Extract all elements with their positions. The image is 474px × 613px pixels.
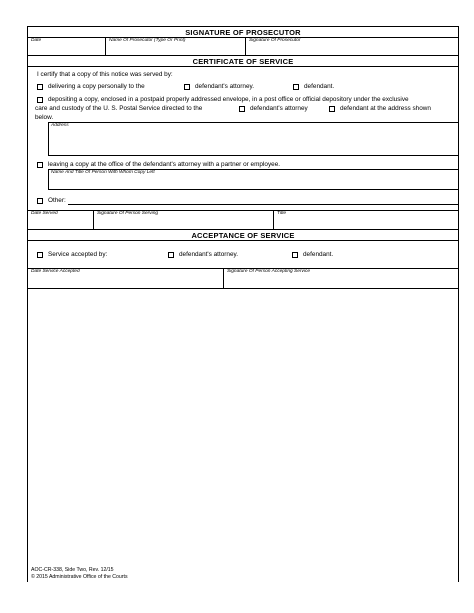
date-label: Date <box>31 38 42 43</box>
defendant-text: defendant. <box>304 83 335 90</box>
prosecutor-name-label: Name Of Prosecutor (Type Or Print) <box>109 38 186 43</box>
divider <box>273 210 274 229</box>
dep-defendant-text: defendant at the address shown <box>340 105 431 112</box>
form-page <box>27 26 459 582</box>
divider <box>28 66 458 67</box>
depositing-line2: care and custody of the U. S. Postal Service directed to the <box>35 105 203 112</box>
divider <box>93 210 94 229</box>
below-text: below. <box>35 114 54 121</box>
address-label: Address <box>51 123 69 128</box>
depositing-line1: depositing a copy, enclosed in a postpaid properly addressed envelope, in a post office or official depository under the exclusive <box>48 96 409 103</box>
copyright: © 2015 Administrative Office of the Courts <box>31 574 128 580</box>
accepting-signature-label: Signature Of Person Accepting Service <box>227 269 311 274</box>
form-number: AOC-CR-338, Side Two, Rev. 12/15 <box>31 567 114 573</box>
address-field[interactable] <box>48 122 458 156</box>
person-label: Name And Title Of Person With Whom Copy Left <box>51 170 155 175</box>
acc-defendant-text: defendant. <box>303 251 334 258</box>
section-rule <box>28 229 458 230</box>
defendant-checkbox[interactable] <box>293 84 299 90</box>
certify-intro: I certify that a copy of this notice was served by: <box>37 71 173 78</box>
divider <box>105 37 106 55</box>
divider <box>28 37 458 38</box>
attorney-text: defendant's attorney. <box>195 83 255 90</box>
sig-serving-label: Signature Of Person Serving <box>97 211 159 216</box>
dep-attorney-checkbox[interactable] <box>239 106 245 112</box>
other-line[interactable] <box>68 204 458 205</box>
attorney-checkbox[interactable] <box>184 84 190 90</box>
divider <box>223 268 224 288</box>
divider <box>245 37 246 55</box>
leaving-checkbox[interactable] <box>37 162 43 168</box>
divider <box>28 240 458 241</box>
date-accepted-label: Date Service Accepted <box>31 269 80 274</box>
dep-defendant-checkbox[interactable] <box>329 106 335 112</box>
leaving-text: leaving a copy at the office of the defendant's attorney with a partner or employee. <box>48 161 281 168</box>
dep-attorney-text: defendant's attorney <box>250 105 308 112</box>
acc-defendant-checkbox[interactable] <box>292 252 298 258</box>
prosecutor-signature-label: Signature Of Prosecutor <box>249 38 301 43</box>
acceptance-title: ACCEPTANCE OF SERVICE <box>191 231 295 240</box>
certificate-title: CERTIFICATE OF SERVICE <box>192 57 294 66</box>
delivering-checkbox[interactable] <box>37 84 43 90</box>
other-text: Other: <box>48 197 66 204</box>
date-served-label: Date Served <box>31 211 58 216</box>
prosecutor-title: SIGNATURE OF PROSECUTOR <box>185 28 301 37</box>
acc-attorney-text: defendant's attorney. <box>179 251 239 258</box>
section-rule <box>28 55 458 56</box>
delivering-text: delivering a copy personally to the <box>48 83 145 90</box>
acc-attorney-checkbox[interactable] <box>168 252 174 258</box>
accepted-checkbox[interactable] <box>37 252 43 258</box>
accepted-text: Service accepted by: <box>48 251 108 258</box>
divider <box>28 288 458 289</box>
top-rule <box>28 26 458 27</box>
other-checkbox[interactable] <box>37 198 43 204</box>
depositing-checkbox[interactable] <box>37 97 43 103</box>
title-label: Title <box>277 211 287 216</box>
